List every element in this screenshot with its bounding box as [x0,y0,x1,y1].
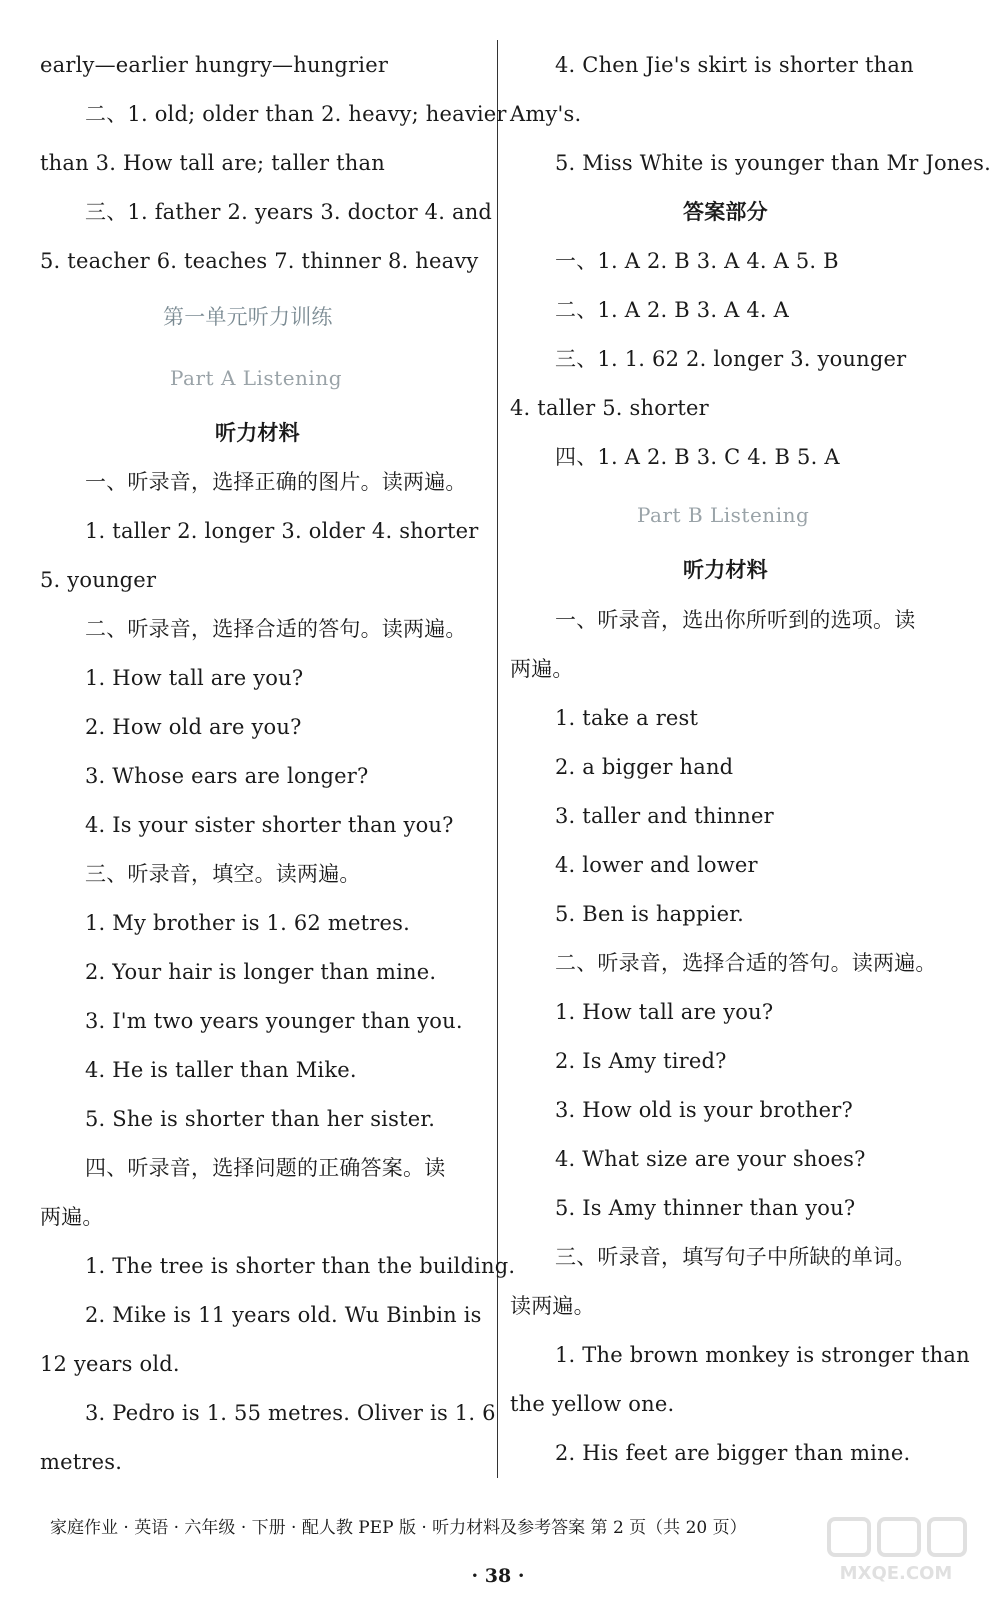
list-item: 2. Is Amy tired? [555,1049,727,1073]
list-item: 5. Is Amy thinner than you? [555,1196,856,1220]
list-item: 2. Your hair is longer than mine. [85,960,437,984]
text-line: 5. younger [40,568,157,592]
list-item: 4. Chen Jie's skirt is shorter than [555,53,914,77]
section-title: 一、听录音，选择正确的图片。读两遍。 [85,470,467,494]
part-b-heading: Part B Listening [637,503,810,527]
text-line: 三、1. father 2. years 3. doctor 4. and [85,200,493,224]
answer-line: 4. taller 5. shorter [510,396,709,420]
list-item: 12 years old. [40,1352,180,1376]
list-item: 3. taller and thinner [555,804,774,828]
list-item: 3. How old is your brother? [555,1098,853,1122]
material-heading: 听力材料 [683,557,768,582]
material-heading: 听力材料 [215,420,300,445]
list-item: 1. The tree is shorter than the building. [85,1254,516,1278]
unit-title: 第一单元听力训练 [163,305,333,329]
list-item: 1. The brown monkey is stronger than [555,1343,970,1367]
section-title: 四、听录音，选择问题的正确答案。读 [85,1156,446,1180]
section-title: 三、听录音，填写句子中所缺的单词。 [555,1245,916,1269]
watermark-text: MXQE.COM [839,1563,953,1584]
list-item: 4. Is your sister shorter than you? [85,813,454,837]
text-line: 1. taller 2. longer 3. older 4. shorter [85,519,479,543]
text-line: than 3. How tall are; taller than [40,151,385,175]
list-item: 1. My brother is 1. 62 metres. [85,911,410,935]
list-item: 5. Miss White is younger than Mr Jones. [555,151,992,175]
section-title: 两遍。 [40,1205,104,1229]
list-item: 3. Whose ears are longer? [85,764,369,788]
list-item: 2. a bigger hand [555,755,734,779]
page-number: · 38 · [471,1565,525,1587]
answers-heading: 答案部分 [683,199,768,224]
page-footer: 家庭作业 · 英语 · 六年级 · 下册 · 配人教 PEP 版 · 听力材料及参考答案 第 2 页（共 20 页） [50,1518,747,1538]
watermark-logo [821,1515,971,1585]
answer-line: 二、1. A 2. B 3. A 4. A [555,298,790,322]
answer-line: 四、1. A 2. B 3. C 4. B 5. A [555,445,840,469]
section-title: 二、听录音，选择合适的答句。读两遍。 [85,617,467,641]
list-item: 5. Ben is happier. [555,902,745,926]
answer-line: 三、1. 1. 62 2. longer 3. younger [555,347,907,371]
list-item: 1. take a rest [555,706,699,730]
section-title: 两遍。 [510,657,574,681]
list-item: Amy's. [510,102,582,126]
section-title: 三、听录音，填空。读两遍。 [85,862,361,886]
list-item: 1. How tall are you? [85,666,304,690]
list-item: 4. lower and lower [555,853,758,877]
list-item: 4. He is taller than Mike. [85,1058,357,1082]
section-title: 读两遍。 [510,1294,595,1318]
list-item: 2. How old are you? [85,715,302,739]
answer-line: 一、1. A 2. B 3. A 4. A 5. B [555,249,839,273]
text-line: 二、1. old; older than 2. heavy; heavier [85,102,507,126]
text-line: early—earlier hungry—hungrier [40,53,389,77]
list-item: 5. She is shorter than her sister. [85,1107,436,1131]
part-a-heading: Part A Listening [170,366,343,390]
list-item: 2. His feet are bigger than mine. [555,1441,911,1465]
section-title: 一、听录音，选出你所听到的选项。读 [555,608,916,632]
list-item: metres. [40,1450,123,1474]
section-title: 二、听录音，选择合适的答句。读两遍。 [555,951,937,975]
list-item: 3. Pedro is 1. 55 metres. Oliver is 1. 6 [85,1401,496,1425]
text-line: 5. teacher 6. teaches 7. thinner 8. heavy [40,249,479,273]
list-item: 2. Mike is 11 years old. Wu Binbin is [85,1303,482,1327]
list-item: the yellow one. [510,1392,675,1416]
list-item: 4. What size are your shoes? [555,1147,866,1171]
list-item: 3. I'm two years younger than you. [85,1009,463,1033]
list-item: 1. How tall are you? [555,1000,774,1024]
